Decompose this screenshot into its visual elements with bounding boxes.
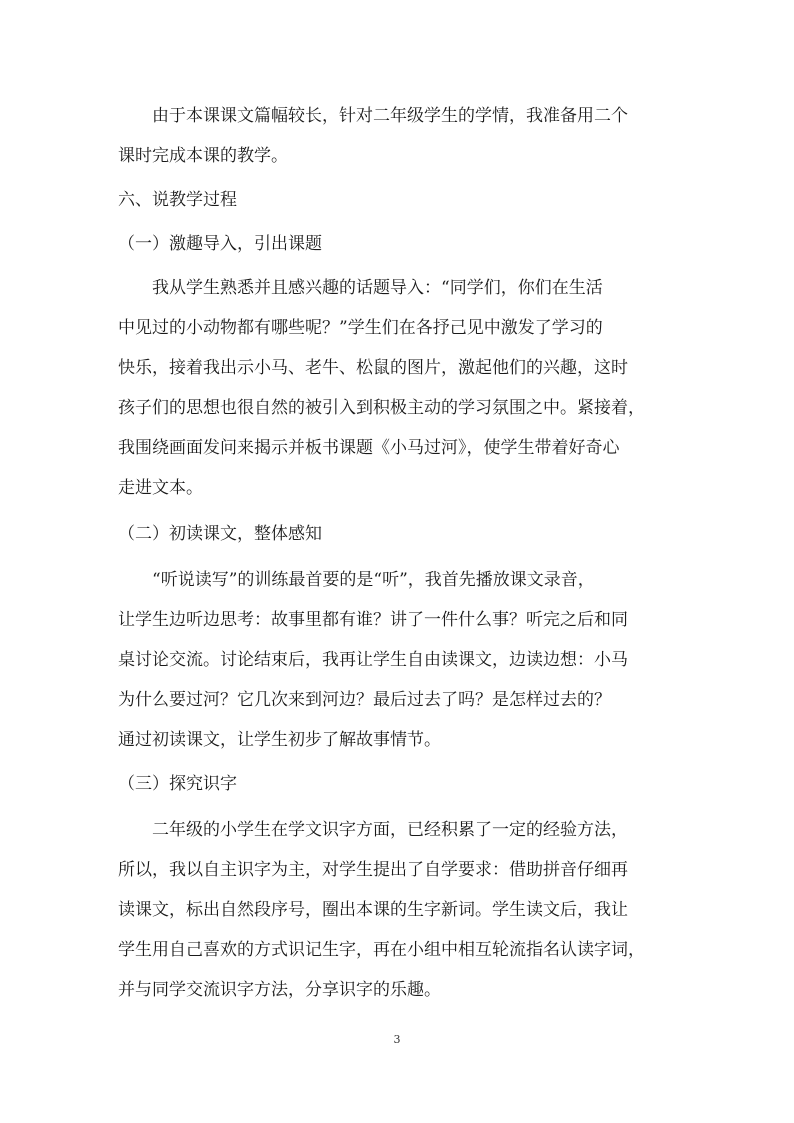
text-line: “听说读写”的训练最首要的是“听”，我首先播放课文录音，: [152, 570, 595, 590]
section-title: [118, 180, 676, 220]
text-line: 并与同学交流识字方法，分享识字的乐趣。: [118, 980, 441, 1000]
section-6-heading: 六、说教学过程: [118, 190, 237, 210]
text-line: 快乐，接着我出示小马、老牛、松鼠的图片，激起他们的兴趣，这时: [118, 358, 628, 378]
text-line: 让学生边听边思考：故事里都有谁？讲了一件什么事？听完之后和同: [118, 610, 628, 630]
text-line: 学生用自己喜欢的方式识记生字，再在小组中相互轮流指名认读字词，: [118, 940, 645, 960]
text-line: 读课文，标出自然段序号，圈出本课的生字新词。学生读文后，我让: [118, 900, 628, 920]
subsection-3-heading: （三）探究识字: [118, 774, 237, 794]
text-line: 二年级的小学生在学文识字方面，已经积累了一定的经验方法，: [152, 820, 628, 840]
text-line: 中见过的小动物都有哪些呢？”学生们在各抒己见中激发了学习的: [118, 318, 603, 338]
page-number: 3: [393, 1033, 401, 1046]
subsection-1-heading: （一）激趣导入，引出课题: [118, 234, 322, 254]
text-line: 走进文本。: [118, 478, 203, 498]
text-line: 孩子们的思想也很自然的被引入到积极主动的学习氛围之中。紧接着，: [118, 398, 645, 418]
text-line: 为什么要过河？它几次来到河边？最后过去了吗？是怎样过去的？: [118, 690, 611, 710]
text-line: 通过初读课文，让学生初步了解故事情节。: [118, 730, 441, 750]
text-line: 我从学生熟悉并且感兴趣的话题导入：“同学们，你们在生活: [152, 278, 603, 298]
subsection-2-heading: （二）初读课文，整体感知: [118, 524, 322, 544]
subsection-2: [118, 514, 676, 760]
paragraph-lesson-schedule: [118, 96, 676, 176]
text-line: 由于本课课文篇幅较长，针对二年级学生的学情，我准备用二个: [152, 106, 628, 126]
text-line: 所以，我以自主识字为主，对学生提出了自学要求：借助拼音仔细再: [118, 860, 628, 880]
subsection-1: [118, 224, 676, 508]
text-line: 我围绕画面发问来揭示并板书课题《小马过河》，使学生带着好奇心: [118, 438, 620, 458]
subsection-3: [118, 764, 676, 1010]
text-line: 桌讨论交流。讨论结束后，我再让学生自由读课文，边读边想：小马: [118, 650, 628, 670]
text-line: 课时完成本课的教学。: [118, 146, 288, 166]
